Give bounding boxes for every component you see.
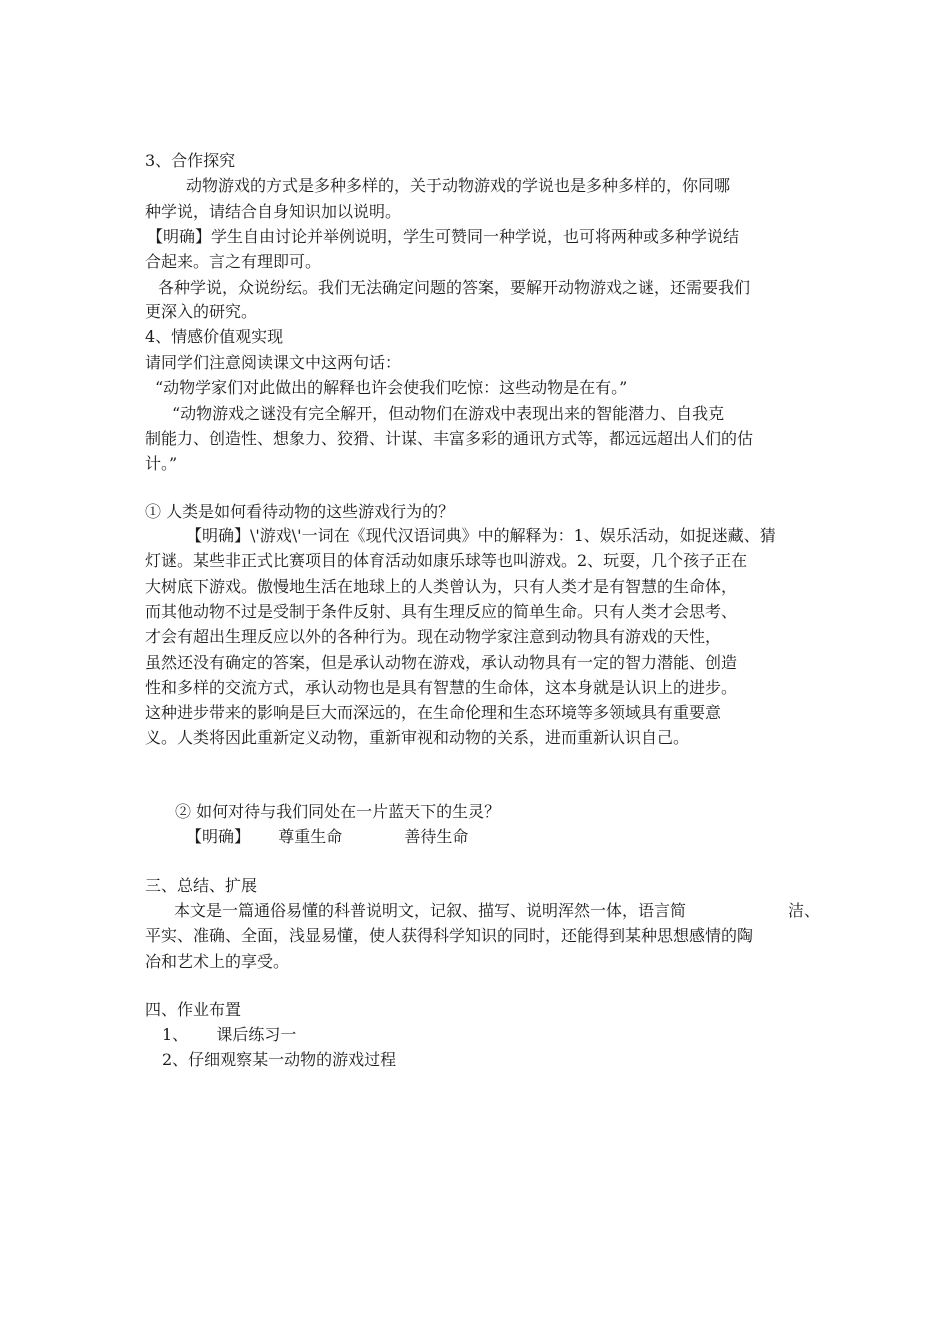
answer-line: 合起来。言之有理即可。 — [145, 252, 322, 271]
question-2: ② 如何对待与我们同处在一片蓝天下的生灵？ — [175, 802, 501, 821]
paragraph-line: 各种学说，众说纷纭。我们无法确定问题的答案，要解开动物游戏之谜，还需要我们 — [158, 278, 751, 297]
summary-heading: 三、总结、扩展 — [145, 876, 258, 895]
section-3-heading: 3、合作探究 — [145, 151, 236, 170]
answer-line: 虽然还没有确定的答案，但是承认动物在游戏，承认动物具有一定的智力潜能、创造 — [145, 653, 738, 672]
intro-line: 请同学们注意阅读课文中这两句话： — [145, 353, 402, 372]
summary-line-end: 洁、 — [788, 901, 821, 920]
paragraph-line: 动物游戏的方式是多种多样的，关于动物游戏的学说也是多种多样的，你同哪 — [186, 176, 731, 195]
quote-line: 制能力、创造性、想象力、狡猾、计谋、丰富多彩的通讯方式等，都远远超出人们的估 — [145, 429, 754, 448]
answer-line: 才会有超出生理反应以外的各种行为。现在动物学家注意到动物具有游戏的天性， — [145, 627, 722, 646]
answer-line: 灯谜。某些非正式比赛项目的体育活动如康乐球等也叫游戏。2、玩耍，几个孩子正在 — [145, 551, 748, 570]
homework-item-number: 1、 — [162, 1025, 189, 1044]
quote-line: “动物游戏之谜没有完全解开，但动物们在游戏中表现出来的智能潜力、自我克 — [172, 404, 725, 423]
answer-line: 而其他动物不过是受制于条件反射、具有生理反应的简单生命。只有人类才会思考、 — [145, 602, 738, 621]
question-1: ① 人类是如何看待动物的这些游戏行为的？ — [145, 502, 455, 521]
answer-line: 这种进步带来的影响是巨大而深远的，在生命伦理和生态环境等多领域具有重要意 — [145, 703, 722, 722]
homework-item-text: 课后练习一 — [216, 1025, 297, 1044]
quote-line: 计。” — [145, 454, 178, 473]
answer-item: 尊重生命 — [278, 827, 343, 846]
answer-line: 大树底下游戏。傲慢地生活在地球上的人类曾认为，只有人类才是有智慧的生命体， — [145, 577, 738, 596]
homework-item: 2、仔细观察某一动物的游戏过程 — [162, 1050, 397, 1069]
section-4-heading: 4、情感价值观实现 — [145, 327, 284, 346]
answer-label: 【明确】 — [186, 827, 251, 846]
summary-line: 本文是一篇通俗易懂的科普说明文，记叙、描写、说明浑然一体，语言简 — [174, 901, 687, 920]
answer-2-line — [186, 825, 686, 849]
homework-item — [162, 1023, 842, 1047]
homework-heading: 四、作业布置 — [145, 1000, 242, 1019]
answer-line: 【明确】\'游戏\'一词在《现代汉语词典》中的解释为：1、娱乐活动，如捉迷藏、猜 — [186, 526, 776, 545]
answer-line: 义。人类将因此重新定义动物，重新审视和动物的关系，进而重新认识自己。 — [145, 728, 690, 747]
answer-line: 【明确】学生自由讨论并举例说明，学生可赞同一种学说，也可将两种或多种学说结 — [147, 227, 740, 246]
summary-line: 冶和艺术上的享受。 — [145, 952, 290, 971]
quote-line: “动物学家们对此做出的解释也许会使我们吃惊：这些动物是在有。” — [155, 378, 628, 397]
answer-item: 善待生命 — [404, 827, 469, 846]
paragraph-line: 更深入的研究。 — [145, 302, 258, 321]
answer-line: 性和多样的交流方式，承认动物也是具有智慧的生命体，这本身就是认识上的进步。 — [145, 678, 738, 697]
summary-line: 平实、准确、全面，浅显易懂，使人获得科学知识的同时，还能得到某种思想感情的陶 — [145, 926, 754, 945]
paragraph-line: 种学说，请结合自身知识加以说明。 — [145, 202, 402, 221]
